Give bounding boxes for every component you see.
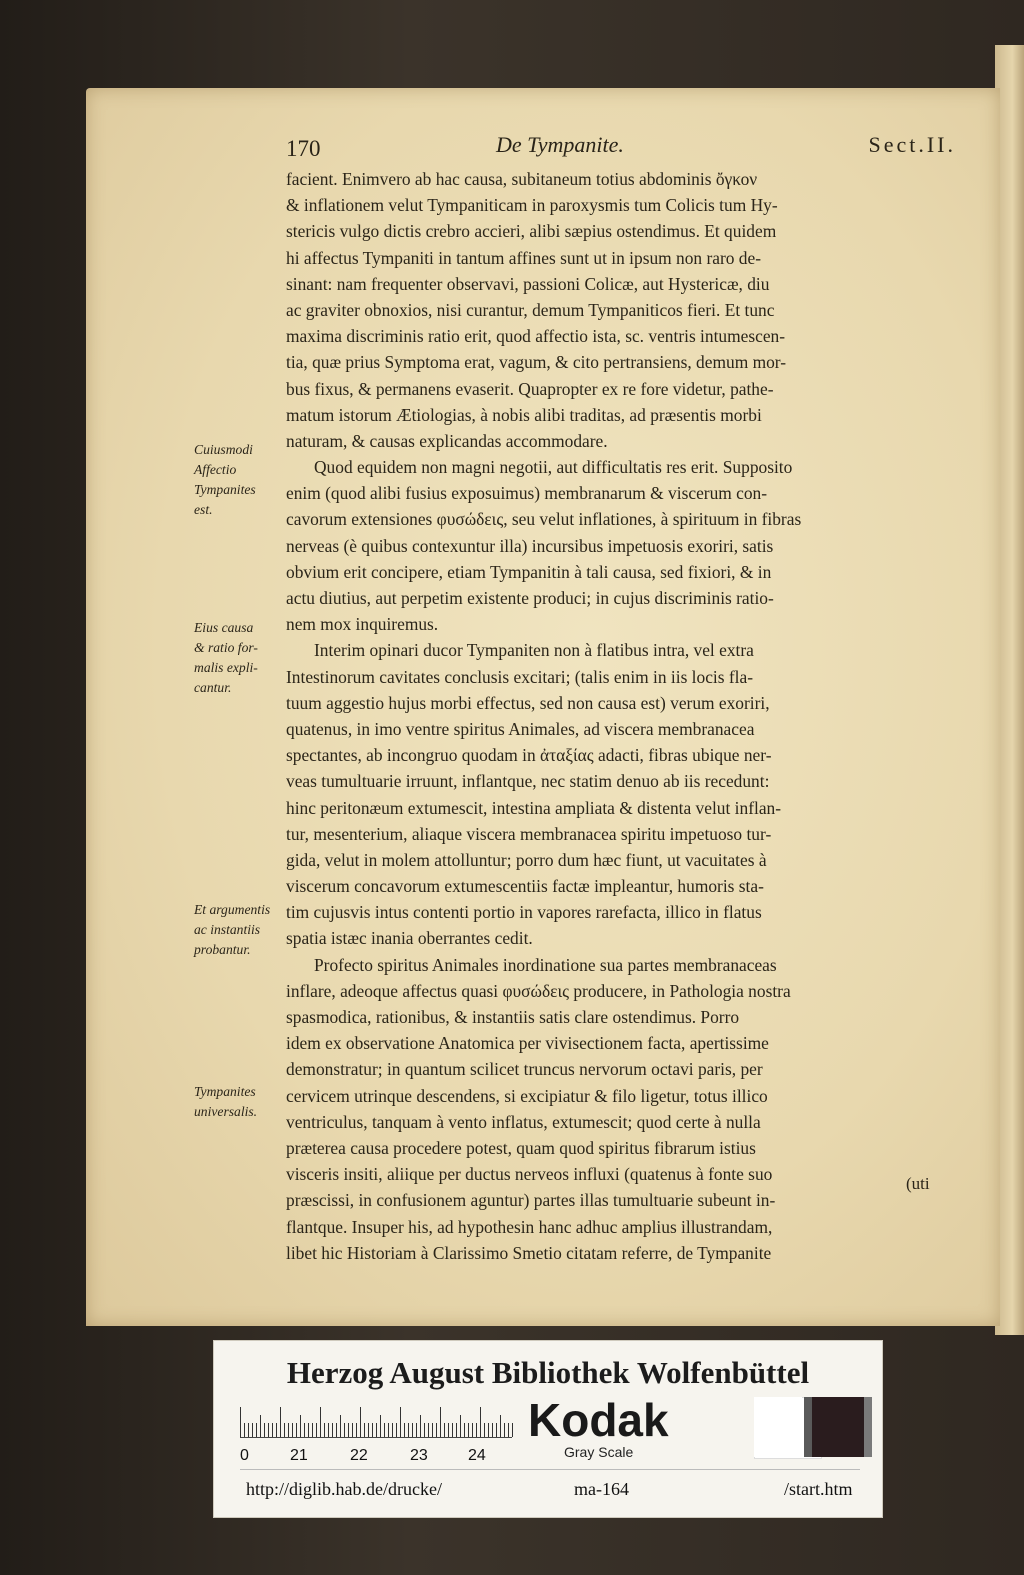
text-line: sinant: nam frequenter observavi, passioni Colicæ, aut Hystericæ, diu <box>286 273 770 294</box>
ruler-tick <box>376 1423 377 1437</box>
text-line: Interim opinari ducor Tympaniten non à flatibus intra, vel extra <box>314 640 754 661</box>
ruler-tick <box>484 1423 485 1437</box>
ruler-tick <box>368 1423 369 1437</box>
ruler-tick <box>328 1423 329 1437</box>
ruler-tick <box>356 1423 357 1437</box>
ruler-tick <box>500 1415 501 1437</box>
body-text <box>286 166 956 1266</box>
ruler-tick <box>440 1407 441 1437</box>
ruler-tick <box>496 1423 497 1437</box>
ruler-tick <box>268 1423 269 1437</box>
ruler-tick <box>392 1423 393 1437</box>
gray-scale-label: Gray Scale <box>564 1444 634 1460</box>
text-line: hi affectus Tympaniti in tantum affines sunt ut in ipsum non raro de- <box>286 247 762 268</box>
text-line: libet hic Historiam à Clarissimo Smetio citatam referre, de Tympanite <box>286 1242 772 1263</box>
ruler-tick <box>296 1423 297 1437</box>
ruler-tick <box>272 1423 273 1437</box>
ruler-tick <box>464 1423 465 1437</box>
ruler-tick <box>420 1415 421 1437</box>
ruler-tick <box>300 1415 301 1437</box>
ruler <box>240 1403 512 1438</box>
ruler-tick <box>456 1423 457 1437</box>
ruler-tick <box>288 1423 289 1437</box>
ruler-tick <box>292 1423 293 1437</box>
ruler-tick <box>428 1423 429 1437</box>
ruler-tick <box>460 1415 461 1437</box>
running-title: De Tympanite. <box>496 132 624 157</box>
ruler-tick <box>308 1423 309 1437</box>
url-link: http://diglib.hab.de/drucke/ <box>246 1479 442 1499</box>
library-name: Herzog August Bibliothek Wolfenbüttel <box>286 1355 810 1390</box>
margin-note: Eius causa & ratio for- malis expli- cantur. <box>194 620 258 695</box>
ruler-tick <box>432 1423 433 1437</box>
ruler-tick <box>408 1423 409 1437</box>
ruler-tick <box>508 1423 509 1437</box>
ruler-tick <box>336 1423 337 1437</box>
ruler-tick <box>480 1407 481 1437</box>
text-line: præterea causa procedere potest, quam quod spiritus fibrarum istius <box>286 1137 756 1158</box>
ruler-tick <box>316 1423 317 1437</box>
text-line: Intestinorum cavitates conclusis excitari; (talis enim in iis locis fla- <box>286 666 754 687</box>
ruler-tick <box>388 1423 389 1437</box>
ruler-tick <box>396 1423 397 1437</box>
ruler-tick <box>324 1423 325 1437</box>
gray-swatch-white <box>754 1397 802 1457</box>
ruler-tick <box>380 1415 381 1437</box>
text-line: cavorum extensiones φυσώδεις, seu velut inflationes, à spirituum in fibras <box>286 509 802 530</box>
ruler-tick <box>436 1423 437 1437</box>
text-line: inflare, adeoque affectus quasi φυσώδεις producere, in Pathologia nostra <box>286 980 791 1001</box>
ruler-tick <box>252 1423 253 1437</box>
ruler-tick <box>360 1407 361 1437</box>
catchword: (uti <box>906 1174 930 1193</box>
text-line: nerveas (è quibus contexuntur illa) incursibus impetuosis exoriri, satis <box>286 535 774 556</box>
text-line: nem mox inquiremus. <box>286 614 439 635</box>
text-line: præscissi, in confusionem aguntur) partes illas tumultuarie subeunt in- <box>286 1190 776 1211</box>
text-line: hinc peritonæum extumescit, intestina ampliata & distenta velut inflan- <box>286 797 782 818</box>
book-page <box>86 88 1000 1326</box>
text-line: demonstratur; in quantum scilicet truncus nervorum octavi paris, per <box>286 1059 763 1080</box>
text-line: tia, quæ prius Symptoma erat, vagum, & cito pertransiens, demum mor- <box>286 352 787 373</box>
ruler-tick <box>240 1407 241 1437</box>
ruler-tick <box>276 1423 277 1437</box>
text-line: actu diutius, aut perpetim existente produci; in cujus discriminis ratio- <box>286 588 774 608</box>
ruler-tick <box>372 1423 373 1437</box>
ruler-number: 21 <box>290 1447 308 1464</box>
text-line: flantque. Insuper his, ad hypothesin hanc adhuc amplius illustrandam, <box>286 1216 773 1237</box>
ruler-tick <box>364 1423 365 1437</box>
ruler-tick <box>476 1423 477 1437</box>
ruler-tick <box>444 1423 445 1437</box>
ruler-tick <box>416 1423 417 1437</box>
text-line: cervicem utrinque descendens, si excipiatur & filo ligetur, totus illico <box>286 1085 768 1106</box>
ruler-tick <box>320 1407 321 1437</box>
document-id: ma-164 <box>574 1479 629 1499</box>
ruler-tick <box>304 1423 305 1437</box>
ruler-tick <box>280 1407 281 1437</box>
text-line: spectantes, ab incongruo quodam in ἀταξίας adacti, fibras ubique ner- <box>286 745 772 766</box>
ruler-tick <box>468 1423 469 1437</box>
ruler-tick <box>472 1423 473 1437</box>
ruler-tick <box>348 1423 349 1437</box>
page-number: 170 <box>286 136 321 161</box>
ruler-number: 0 <box>240 1447 249 1464</box>
ruler-tick <box>344 1423 345 1437</box>
margin-note: Tympanites universalis. <box>194 1084 258 1119</box>
text-line: viscerum concavorum extumescentiis factæ impleantur, humoris sta- <box>286 876 764 897</box>
ruler-tick <box>312 1423 313 1437</box>
ruler-tick <box>264 1423 265 1437</box>
ruler-tick <box>244 1423 245 1437</box>
ruler-tick <box>504 1423 505 1437</box>
ruler-tick <box>256 1423 257 1437</box>
gray-swatch-dark <box>812 1397 864 1457</box>
text-line: obvium erit concipere, etiam Tympanitin à tali causa, sed fixiori, & in <box>286 561 772 582</box>
text-line: facient. Enimvero ab hac causa, subitaneum totius abdominis ὄγκον <box>286 169 758 189</box>
ruler-tick <box>448 1423 449 1437</box>
ruler-tick <box>384 1423 385 1437</box>
text-line: enim (quod alibi fusius exposuimus) membranarum & viscerum con- <box>286 483 768 504</box>
ruler-tick <box>492 1423 493 1437</box>
strip-divider <box>240 1469 860 1470</box>
text-line: stericis vulgo dictis crebro accieri, alibi sæpius ostendimus. Et quidem <box>286 221 777 242</box>
ruler-tick <box>488 1423 489 1437</box>
ruler-tick <box>452 1423 453 1437</box>
margin-note: Cuiusmodi Affectio Tympanites est. <box>194 442 256 517</box>
text-line: spatia istæc inania oberrantes cedit. <box>286 928 533 949</box>
ruler-tick <box>404 1423 405 1437</box>
text-line: quatenus, in imo ventre spiritus Animales, ad viscera membranacea <box>286 718 755 739</box>
text-line: maxima discriminis ratio erit, quod affectio ista, sc. ventris intumescen- <box>286 326 786 347</box>
margin-note: Et argumentis ac instantiis probantur. <box>194 902 271 957</box>
kodak-logo: Kodak <box>528 1394 669 1446</box>
running-head <box>286 132 956 164</box>
ruler-number: 23 <box>410 1447 428 1464</box>
text-line: gida, velut in molem attolluntur; porro dum hæc fiunt, ut vacuitates à <box>286 849 767 870</box>
text-line: ac graviter obnoxios, nisi curantur, demum Tympaniticos fieri. Et tunc <box>286 299 775 320</box>
text-line: Quod equidem non magni negotii, aut difficultatis res erit. Supposito <box>314 457 793 478</box>
text-line: tur, mesenterium, aliaque viscera membranacea spiritu impetuoso tur- <box>286 823 772 844</box>
ruler-tick <box>284 1423 285 1437</box>
text-line: ventriculus, tanquam à vento inflatus, extumescit; quod certe à nulla <box>286 1111 761 1132</box>
url-suffix: /start.htm <box>784 1479 853 1499</box>
ruler-tick <box>332 1423 333 1437</box>
ruler-tick <box>260 1415 261 1437</box>
text-line: bus fixus, & permanens evaserit. Quapropter ex re fore videtur, pathe- <box>286 378 774 399</box>
ruler-tick <box>412 1423 413 1437</box>
ruler-tick <box>400 1407 401 1437</box>
text-line: naturam, & causas explicandas accommodare. <box>286 430 608 451</box>
text-line: Profecto spiritus Animales inordinatione sua partes membranaceas <box>314 954 777 975</box>
ruler-tick <box>340 1415 341 1437</box>
text-line: matum istorum Ætiologias, à nobis alibi traditas, ad præsentis morbi <box>286 404 762 425</box>
section-label: Sect.II. <box>868 132 956 157</box>
text-line: veas tumultuarie irruunt, inflantque, nec statim denuo ab iis recedunt: <box>286 771 770 792</box>
text-line: idem ex observatione Anatomica per vivisectionem facta, apertissime <box>286 1033 769 1054</box>
color-calibration-strip <box>213 1340 883 1518</box>
text-line: tim cujusvis intus contenti portio in vapores rarefacta, illico in flatus <box>286 902 762 923</box>
text-line: & inflationem velut Tympaniticam in paroxysmis tum Colicis tum Hy- <box>286 195 778 216</box>
ruler-number: 24 <box>468 1447 486 1464</box>
ruler-tick <box>512 1423 513 1437</box>
text-line: spasmodica, rationibus, & instantiis satis clare ostendimus. Porro <box>286 1007 740 1027</box>
ruler-number: 22 <box>350 1447 368 1464</box>
ruler-tick <box>352 1423 353 1437</box>
text-line: tuum aggestio hujus morbi effectus, sed non causa est) verum exoriri, <box>286 692 770 713</box>
ruler-tick <box>424 1423 425 1437</box>
ruler-tick <box>248 1423 249 1437</box>
text-line: visceris insiti, aliique per ductus nerveos influxi (quatenus à fonte suo <box>286 1164 773 1185</box>
